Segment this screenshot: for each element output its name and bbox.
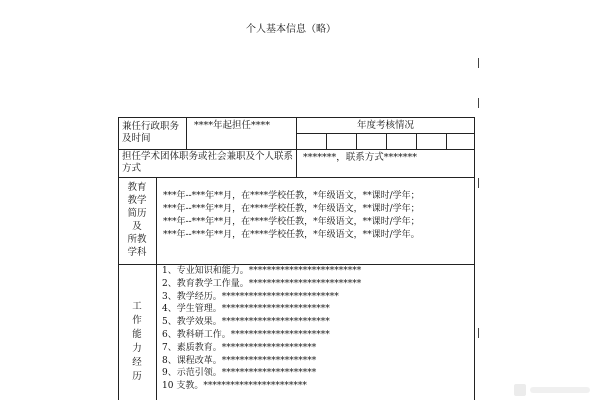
row-divider	[296, 149, 475, 150]
cell-divider	[356, 133, 357, 149]
list-item: 6、教科研工作。**********************	[162, 329, 330, 340]
list-item: 9、示范引领。*********************	[162, 368, 317, 379]
cell-divider	[156, 177, 157, 400]
list-item: 7、素质教育。*********************	[162, 342, 317, 353]
list-item: 8、课程改革。*********************	[162, 355, 317, 366]
list-item: 1、专业知识和能力。*************************	[162, 266, 362, 276]
cell-divider	[446, 133, 447, 149]
list-item: 2、教育教学工作量。*************************	[162, 278, 362, 289]
concurrent-post-value: ****年起担任****	[194, 120, 271, 131]
page-edge-mark	[478, 178, 479, 188]
cell-divider	[296, 117, 297, 177]
watermark-logo	[514, 382, 594, 398]
teaching-history-label: 教育 教学 简历 及 所教 学科	[127, 182, 147, 258]
list-item: ***年--***年**月，在****学校任教，*年级语文，**课时/学年；	[163, 191, 420, 201]
work-experience-list	[162, 265, 361, 393]
teaching-history-list	[163, 191, 420, 243]
page-edge-mark	[478, 58, 479, 68]
cell-divider	[186, 117, 187, 149]
concurrent-post-label: 及时间	[122, 133, 151, 144]
table-right-border	[474, 117, 475, 400]
list-item: ***年--***年**月，在****学校任教，*年级语文，**课时/学年。	[163, 230, 420, 240]
concurrent-post-label: 兼任行政职务	[122, 121, 180, 132]
work-experience-label: 工 作 能 力 经 历	[132, 301, 142, 382]
cell-divider	[416, 133, 417, 149]
page-edge-mark	[478, 328, 479, 338]
cell-divider	[386, 133, 387, 149]
list-item: 3、教学经历。**************************	[162, 291, 339, 302]
page-edge-mark	[478, 98, 479, 108]
list-item: 10 支教。***********************	[162, 381, 307, 392]
academic-post-label: 担任学术团体职务或社会兼职及个人联系	[122, 151, 294, 162]
list-item: 4、学生管理。************************	[162, 304, 330, 315]
academic-post-value: *******，联系方式*******	[303, 152, 418, 163]
row-divider	[118, 177, 475, 178]
academic-post-label: 方式	[122, 163, 142, 174]
page-title: 个人基本信息（略）	[246, 24, 336, 35]
annual-review-label: 年度考核情况	[357, 120, 415, 131]
cell-divider	[326, 133, 327, 149]
list-item: ***年--***年**月，在****学校任教，*年级语文，**课时/学年；	[163, 217, 420, 227]
list-item: 5、教学效果。************************	[162, 317, 330, 328]
list-item: ***年--***年**月，在****学校任教，*年级语文，**课时/学年；	[163, 204, 420, 214]
row-divider	[118, 149, 296, 150]
